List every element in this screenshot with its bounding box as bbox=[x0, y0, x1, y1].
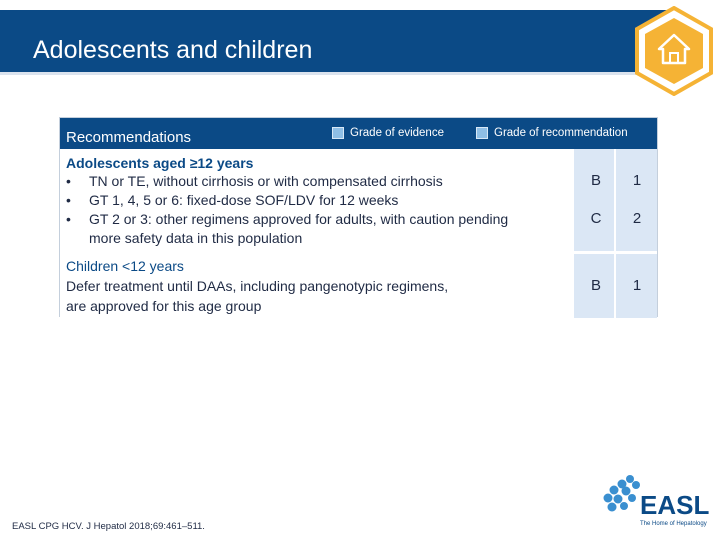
bullet-dot: • bbox=[66, 211, 71, 227]
recommendation-grade: 1 bbox=[632, 172, 642, 189]
bullet-text: TN or TE, without cirrhosis or with compensated cirrhosis bbox=[89, 173, 443, 189]
title-bar bbox=[0, 10, 667, 72]
row-body-line: are approved for this age group bbox=[66, 298, 262, 314]
title-underline bbox=[0, 72, 667, 75]
header-label: Recommendations bbox=[66, 129, 192, 146]
row-title: Children <12 years bbox=[66, 258, 184, 274]
recommendation-legend-label: Grade of recommendation bbox=[494, 127, 628, 139]
evidence-legend-swatch bbox=[332, 127, 344, 139]
recommendation-cell bbox=[616, 149, 657, 251]
row-body-line: Defer treatment until DAAs, including pangenotypic regimens, bbox=[66, 278, 449, 294]
bullet-text: GT 2 or 3: other regimens approved for adults, with caution pending bbox=[89, 211, 509, 227]
logo-tagline: The Home of Hepatology bbox=[640, 521, 707, 527]
recommendation-grade: 2 bbox=[632, 210, 642, 227]
bullet-text-continuation: more safety data in this population bbox=[89, 230, 303, 246]
bullet-dot: • bbox=[66, 173, 71, 189]
table-row bbox=[60, 251, 657, 317]
bullet-dot: • bbox=[66, 192, 71, 208]
table-header bbox=[60, 118, 657, 149]
evidence-grade: B bbox=[590, 277, 601, 294]
table-row bbox=[60, 149, 657, 251]
row-title: Adolescents aged ≥12 years bbox=[66, 155, 254, 171]
bullet-text: GT 1, 4, 5 or 6: fixed-dose SOF/LDV for 12 weeks bbox=[89, 192, 399, 208]
logo-text: EASL bbox=[640, 490, 710, 520]
evidence-grade: C bbox=[590, 210, 602, 227]
slide-title: Adolescents and children bbox=[33, 36, 313, 64]
easl-logo bbox=[600, 470, 712, 530]
recommendations-table bbox=[59, 117, 658, 317]
evidence-legend-label: Grade of evidence bbox=[350, 127, 444, 139]
evidence-grade: B bbox=[590, 172, 601, 189]
footer-citation: EASL CPG HCV. J Hepatol 2018;69:461–511. bbox=[12, 521, 205, 532]
evidence-cell bbox=[574, 149, 614, 251]
recommendation-grade: 1 bbox=[632, 277, 642, 294]
recommendation-legend-swatch bbox=[476, 127, 488, 139]
home-button[interactable] bbox=[633, 6, 715, 96]
